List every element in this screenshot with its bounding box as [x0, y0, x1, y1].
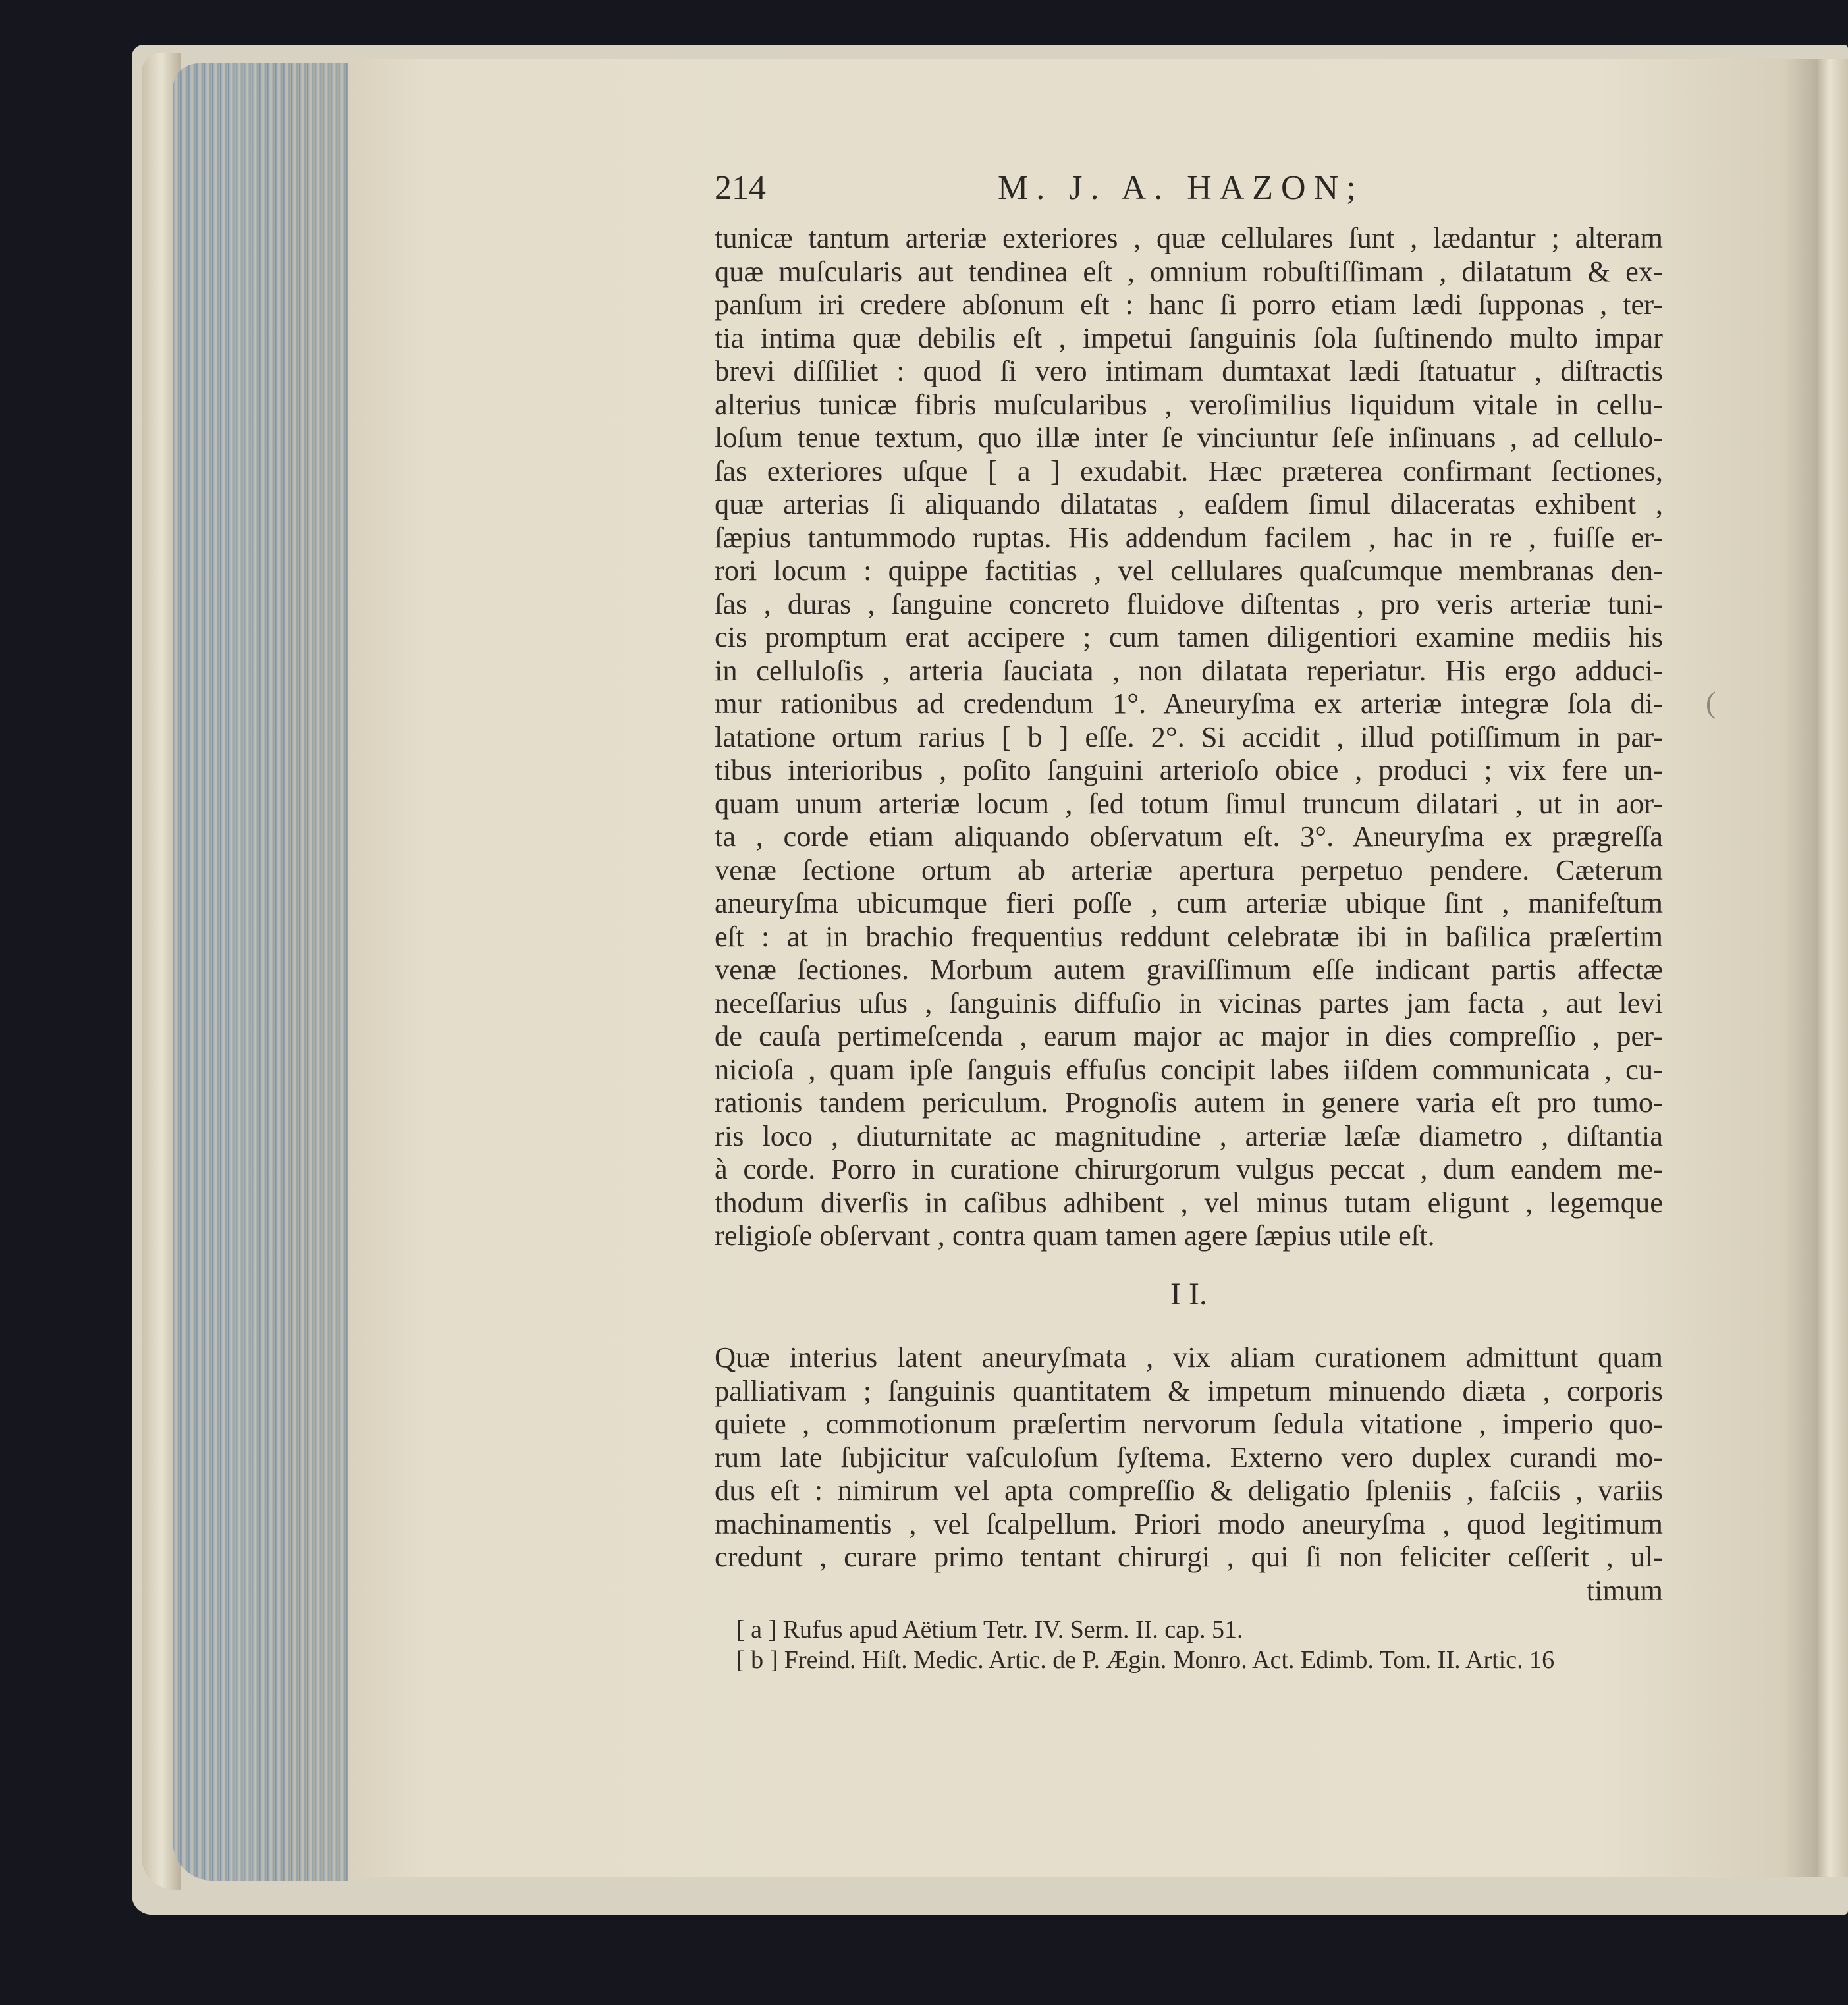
text-line: latatione ortum rarius [ b ] eſſe. 2°. Si accidit , illud potiſſimum in par- [715, 720, 1663, 753]
page-number: 214 [715, 169, 766, 207]
text-line: quæ muſcularis aut tendinea eſt , omnium robuſtiſſimam , dilatatum & ex- [715, 254, 1663, 288]
text-line: dus eſt : nimirum vel apta compreſſio & deligatio ſpleniis , faſciis , variis [715, 1474, 1663, 1507]
text-line: venæ ſectiones. Morbum autem graviſſimum eſſe indicant partis affectæ [715, 953, 1663, 986]
text-line: credunt , curare primo tentant chirurgi , qui ſi non feliciter ceſſerit , ul- [715, 1540, 1663, 1573]
text-line: tia intima quæ debilis eſt , impetui ſanguinis ſola ſuſtinendo multo impar [715, 321, 1663, 354]
text-line: ſas , duras , ſanguine concreto fluidove diſtentas , pro veris arteriæ tuni- [715, 587, 1663, 620]
text-line: quæ arterias ſi aliquando dilatatas , eaſdem ſimul dilaceratas exhibent , [715, 487, 1663, 520]
footnotes [736, 1615, 1671, 1675]
text-line: nicioſa , quam ipſe ſanguis effuſus concipit labes iiſdem communicata , cu- [715, 1052, 1663, 1086]
text-line: brevi diſſiliet : quod ſi vero intimam dumtaxat lædi ſtatuatur , diſtractis [715, 354, 1663, 387]
footnote-a: [ a ] Rufus apud Aëtium Tetr. IV. Serm. II. cap. 51. [736, 1616, 1243, 1644]
text-line: rum late ſubjicitur vaſculoſum ſyſtema. Externo vero duplex curandi mo- [715, 1440, 1663, 1474]
text-line: quiete , commotionum præſertim nervorum ſedula vitatione , imperio quo- [715, 1407, 1663, 1440]
text-line: panſum iri credere abſonum eſt : hanc ſi porro etiam lædi ſupponas , ter- [715, 288, 1663, 321]
text-line: thodum diverſis in caſibus adhibent , vel minus tutam eligunt , legemque [715, 1185, 1663, 1219]
section-heading: I I. [1170, 1277, 1207, 1312]
text-line: quam unum arteriæ locum , ſed totum ſimul truncum dilatari , ut in aor- [715, 786, 1663, 820]
text-line: tibus interioribus , poſito ſanguini arterioſo obice , produci ; vix fere un- [715, 753, 1663, 786]
text-line: ris loco , diuturnitate ac magnitudine , arteriæ læſæ diametro , diſtantia [715, 1119, 1663, 1152]
facing-page-edge [1818, 59, 1848, 1877]
text-line: ſæpius tantummodo ruptas. His addendum facilem , hac in re , fuiſſe er- [715, 520, 1663, 554]
text-line: à corde. Porro in curatione chirurgorum vulgus peccat , dum eandem me- [715, 1152, 1663, 1185]
text-line: mur rationibus ad credendum 1°. Aneuryſma ex arteriæ integræ ſola di- [715, 687, 1663, 720]
text-line: rori locum : quippe factitias , vel cellulares quaſcumque membranas den- [715, 554, 1663, 587]
text-line: tunicæ tantum arteriæ exteriores , quæ cellulares ſunt , lædantur ; alteram [715, 221, 1663, 254]
text-line: rationis tandem periculum. Prognoſis autem in genere varia eſt pro tumo- [715, 1086, 1663, 1119]
text-line: neceſſarius uſus , ſanguinis diffuſio in vicinas partes jam facta , aut levi [715, 986, 1663, 1019]
text-line: Quæ interius latent aneuryſmata , vix aliam curationem admittunt quam [715, 1341, 1663, 1374]
page-edges [173, 63, 348, 1881]
text-line: machinamentis , vel ſcalpellum. Priori modo aneuryſma , quod legitimum [715, 1507, 1663, 1540]
text-line: ta , corde etiam aliquando obſervatum eſt. 3°. Aneuryſma ex prægreſſa [715, 820, 1663, 853]
catchword: timum [1586, 1573, 1663, 1607]
text-line: alterius tunicæ fibris muſcularibus , veroſimilius liquidum vitale in cellu- [715, 387, 1663, 421]
text-line: aneuryſma ubicumque fieri poſſe , cum arteriæ ubique ſint , manifeſtum [715, 886, 1663, 919]
text-line: venæ ſectione ortum ab arteriæ apertura perpetuo pendere. Cæterum [715, 853, 1663, 886]
section-text [715, 1341, 1663, 1607]
text-line: in celluloſis , arteria ſauciata , non dilatata reperiatur. His ergo adduci- [715, 653, 1663, 687]
footnote-b: [ b ] Freind. Hiſt. Medic. Artic. de P. Ægin. Monro. Act. Edimb. Tom. II. Artic. 16 [736, 1646, 1555, 1674]
text-line: eſt : at in brachio frequentius reddunt celebratæ ibi in baſilica præſertim [715, 919, 1663, 953]
text-line: religioſe obſervant , contra quam tamen agere ſæpius utile eſt. [715, 1219, 1435, 1252]
text-line: loſum tenue textum, quo illæ inter ſe vinciuntur ſeſe inſinuans , ad cellulo- [715, 421, 1663, 454]
page-header [715, 169, 1676, 221]
running-head: M. J. A. HAZON; [998, 169, 1364, 207]
text-line: de cauſa pertimeſcenda , earum major ac major in dies compreſſio , per- [715, 1019, 1663, 1052]
margin-pencil-mark: ( [1706, 685, 1716, 719]
body-text [715, 221, 1663, 1252]
text-line: cis promptum erat accipere ; cum tamen diligentiori examine mediis his [715, 620, 1663, 653]
text-line: ſas exteriores uſque [ a ] exudabit. Hæc præterea confirmant ſectiones, [715, 454, 1663, 487]
text-line: palliativam ; ſanguinis quantitatem & impetum minuendo diæta , corporis [715, 1374, 1663, 1407]
